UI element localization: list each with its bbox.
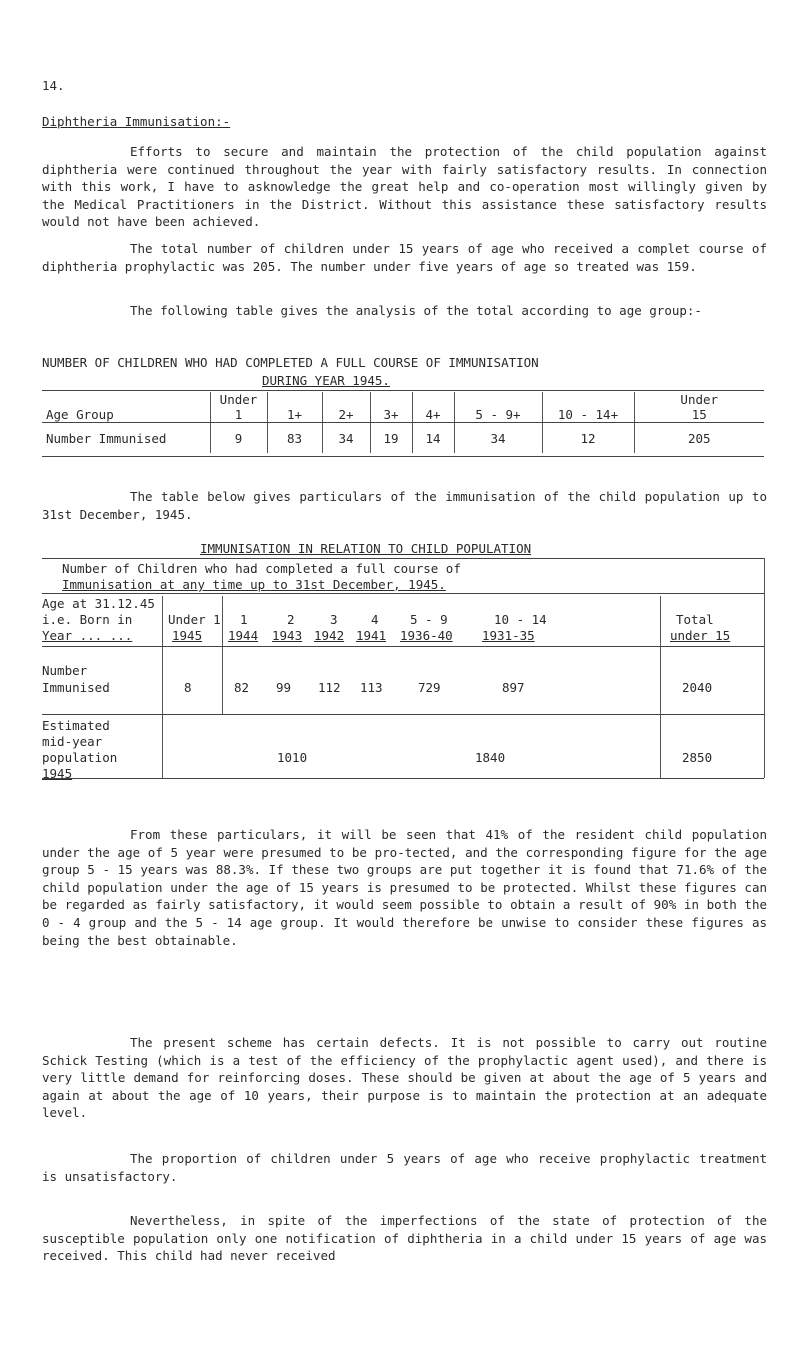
- table2-top-rule: [42, 558, 764, 559]
- table2-col-top: 4: [371, 612, 379, 627]
- table2-estimated-label3: population: [42, 750, 118, 765]
- table2-col-top: 3: [330, 612, 338, 627]
- table2-col-bottom: 1936-40: [400, 628, 453, 643]
- paragraph-3-text: The following table gives the analysis of the total according to age group:-: [130, 303, 702, 318]
- table1-col-head: 4+: [412, 392, 454, 423]
- table2-immunised-cell: 729: [418, 680, 441, 695]
- table1-cell: 12: [542, 423, 634, 454]
- table1-bottom-rule: [42, 456, 764, 457]
- table2-caption-line1: Number of Children who had completed a full course of: [62, 561, 461, 576]
- table2-right-border: [764, 558, 765, 778]
- table1-col-head: 1+: [267, 392, 322, 423]
- paragraph-7-text: The proportion of children under 5 years of age who receive prophylactic treatment is unsatisfactory.: [42, 1151, 767, 1184]
- table2-immunised-cell: 82: [234, 680, 250, 695]
- table2-bottom-rule: [42, 778, 764, 779]
- table2-estimated-label4: 1945: [42, 766, 73, 781]
- table1-data-row: [42, 423, 764, 454]
- table2-caption-line2: Immunisation at any time up to 31st December, 1945.: [62, 577, 446, 592]
- table2-col-top: 1: [240, 612, 248, 627]
- paragraph-2: [42, 240, 767, 275]
- page-number: 14.: [42, 78, 65, 93]
- table2-col-bottom: 1931-35: [482, 628, 535, 643]
- table1-header-row: [42, 392, 764, 423]
- paragraph-4-text: The table below gives particulars of the immunisation of the child population up to 31st December, 1945.: [42, 489, 767, 522]
- table1-title-line2: DURING YEAR 1945.: [262, 373, 390, 388]
- table2-immunised-cell: 99: [276, 680, 292, 695]
- table1: [42, 392, 764, 453]
- paragraph-6: [42, 1034, 767, 1122]
- table2-row-rule: [42, 714, 764, 715]
- paragraph-4: [42, 488, 767, 523]
- table1-col-head: Under 15: [634, 392, 764, 423]
- table1-cell: 83: [267, 423, 322, 454]
- table2-col-divider: [162, 596, 163, 778]
- table2-col-bottom: 1943: [272, 628, 303, 643]
- table2-col-bottom: 1944: [228, 628, 259, 643]
- section-heading: Diphtheria Immunisation:-: [42, 114, 231, 129]
- table2-col-top: 2: [287, 612, 295, 627]
- table1-cell: 34: [322, 423, 370, 454]
- table1-cell: 34: [454, 423, 542, 454]
- table2-col-divider: [222, 596, 223, 714]
- table1-row-label-head: Age Group: [42, 392, 210, 423]
- table2-title: IMMUNISATION IN RELATION TO CHILD POPULATION: [200, 541, 532, 556]
- table1-col-head: 2+: [322, 392, 370, 423]
- table2-immunised-cell: 113: [360, 680, 383, 695]
- table2-col-bottom: under 15: [670, 628, 731, 643]
- table2-age-label1: Age at 31.12.45: [42, 596, 155, 611]
- table1-title-line1: NUMBER OF CHILDREN WHO HAD COMPLETED A FULL COURSE OF IMMUNISATION: [42, 355, 539, 370]
- table2-immunised-label2: Immunised: [42, 680, 110, 695]
- table1-cell: 9: [210, 423, 267, 454]
- table2-age-label2: i.e. Born in: [42, 612, 133, 627]
- paragraph-5-text: From these particulars, it will be seen that 41% of the resident child population under the age of 5 year were presumed to be pro-tected, and the corresponding figure for the age group 5 - 15 years was 88.3%. If these two groups are put together it is found that 71.6% of the child population under the age of 15 years is presumed to be protected. Whilst these figures can be regarded as fairly satisfactory, it would seem possible to obtain a result of 90% in both the 0 - 4 group and the 5 - 14 age group. It would therefore be unwise to consider these figures as being the best obtainable.: [42, 827, 767, 948]
- table2-age-label3: Year ... ...: [42, 628, 133, 643]
- paragraph-8: [42, 1212, 767, 1265]
- table2-immunised-cell: 2040: [682, 680, 713, 695]
- table2-immunised-cell: 8: [184, 680, 192, 695]
- paragraph-1-text: Efforts to secure and maintain the protection of the child population against diphtheria were continued throughout the year with fairly satisfactory results. In connection with this work, I have to asknowledge the great help and co-operation most willingly given by the Medical Practitioners in the District. Without this assistance these satisfactory results would not have been achieved.: [42, 144, 767, 230]
- table2-col-bottom: 1945: [172, 628, 203, 643]
- table1-col-head: 10 - 14+: [542, 392, 634, 423]
- table2-col-divider: [660, 596, 661, 778]
- paragraph-1: [42, 143, 767, 231]
- table1-cell: 14: [412, 423, 454, 454]
- table1-row-label: Number Immunised: [46, 430, 167, 446]
- table2-estimated-5to14: 1840: [475, 750, 506, 765]
- table1-col-head: Under 1: [210, 392, 267, 423]
- paragraph-6-text: The present scheme has certain defects. It is not possible to carry out routine Schick Testing (which is a test of the efficiency of the prophylactic agent used), and there is very little demand for reinforcing doses. These should be given at about the age of 5 years and again at about the age of 10 years, their purpose is to maintain the protection at an adequate level.: [42, 1035, 767, 1121]
- table2-estimated-total: 2850: [682, 750, 713, 765]
- table1-col-head: 3+: [370, 392, 412, 423]
- table2-header-rule: [42, 646, 764, 647]
- table2-col-bottom: 1942: [314, 628, 345, 643]
- paragraph-2-text: The total number of children under 15 years of age who received a complet course of diphtheria prophylactic was 205. The number under five years of age so treated was 159.: [42, 241, 767, 274]
- table2-col-top: Under 1: [168, 612, 221, 627]
- table2-col-bottom: 1941: [356, 628, 387, 643]
- paragraph-3: [42, 302, 767, 320]
- table2-estimated-label2: mid-year: [42, 734, 103, 749]
- table1-cell: 19: [370, 423, 412, 454]
- paragraph-7: [42, 1150, 767, 1185]
- table2-estimated-under5: 1010: [277, 750, 308, 765]
- table2-immunised-cell: 112: [318, 680, 341, 695]
- table2-immunised-label1: Number: [42, 663, 88, 678]
- table2-col-top: 5 - 9: [410, 612, 448, 627]
- table1-col-head: 5 - 9+: [454, 392, 542, 423]
- table1-top-rule: [42, 390, 764, 391]
- table2-col-top: Total: [676, 612, 714, 627]
- paragraph-8-text: Nevertheless, in spite of the imperfections of the state of protection of the susceptible population only one notification of diphtheria in a child under 15 years of age was received. This child had never received: [42, 1213, 767, 1264]
- table2-estimated-label1: Estimated: [42, 718, 110, 733]
- paragraph-5: [42, 826, 767, 949]
- table2-caption-rule: [42, 593, 764, 594]
- table1-cell: 205: [634, 423, 764, 454]
- table2-immunised-cell: 897: [502, 680, 525, 695]
- table2-col-top: 10 - 14: [494, 612, 547, 627]
